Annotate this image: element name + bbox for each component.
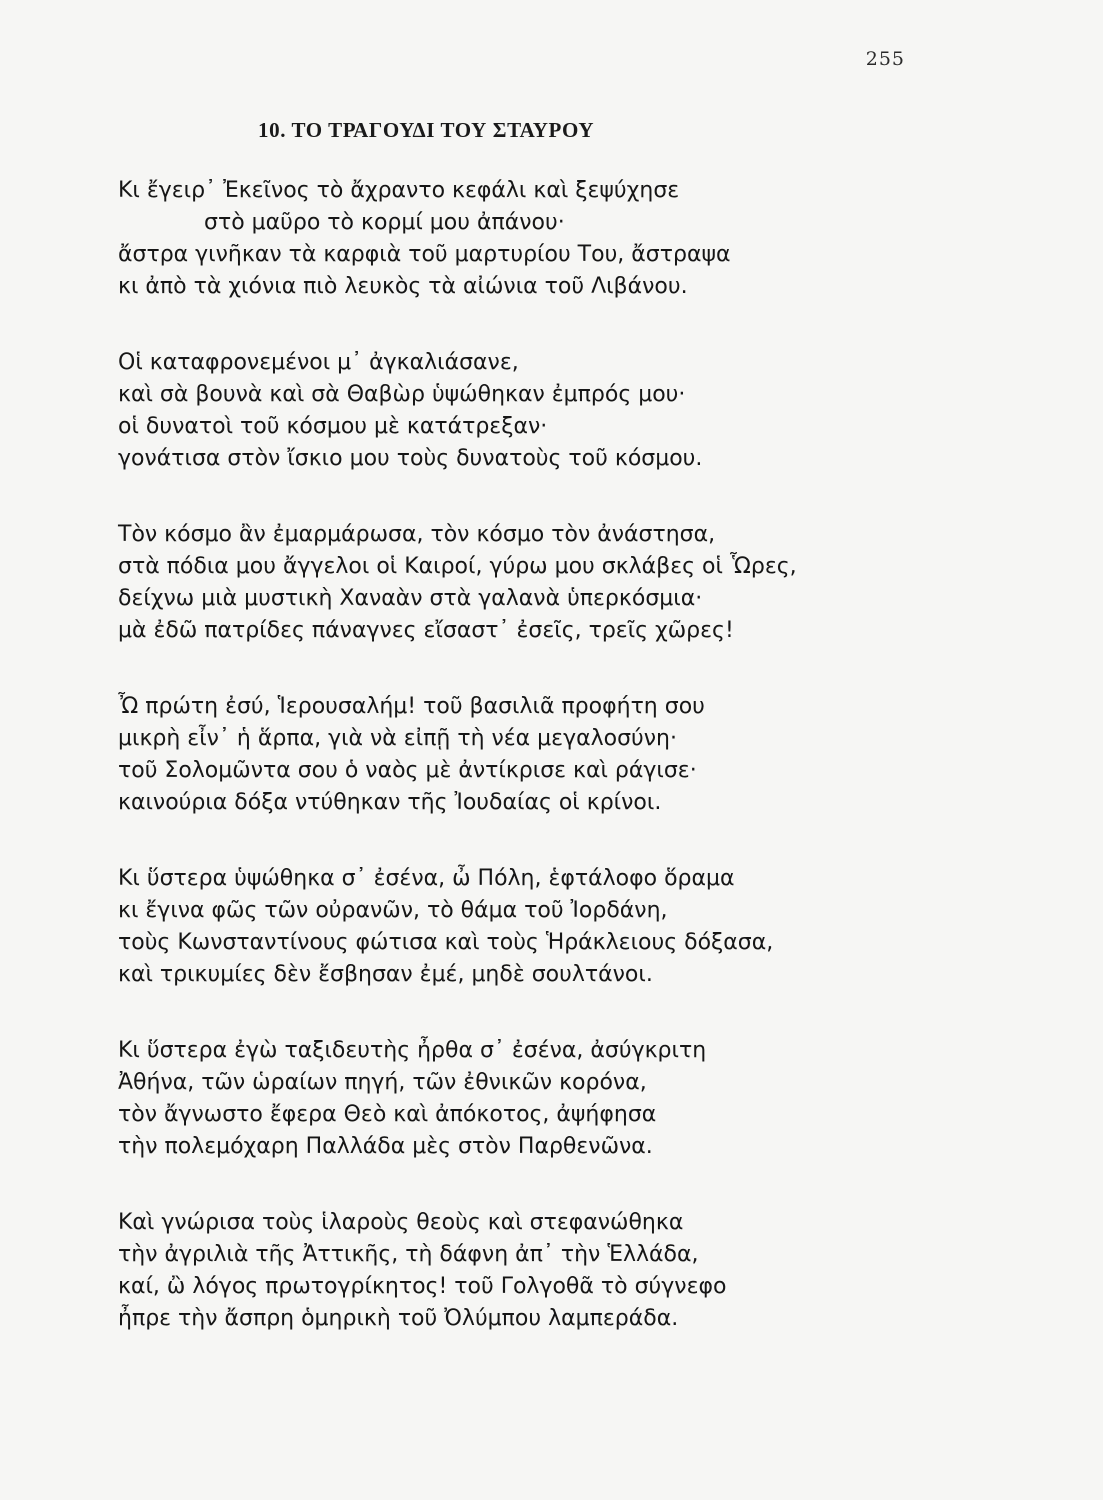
poem-line: τὴν ἀγριλιὰ τῆς Ἀττικῆς, τὴ δάφνη ἀπ᾽ τὴν Ἑλλάδα, [118,1242,699,1267]
poem-line: καινούρια δόξα ντύθηκαν τῆς Ἰουδαίας οἱ κρίνοι. [118,790,662,815]
poem-line: στὸ μαῦρο τὸ κορμί μου ἀπάνου· [204,210,565,235]
poem-line: καὶ τρικυμίες δὲν ἔσβησαν ἐμέ, μηδὲ σουλτάνοι. [118,962,653,987]
poem-line: Ὦ πρώτη ἐσύ, Ἱερουσαλήμ! τοῦ βασιλιᾶ προφήτη σου [118,694,705,719]
poem-line: Τὸν κόσμο ἂν ἐμαρμάρωσα, τὸν κόσμο τὸν ἀνάστησα, [118,522,716,547]
stanza-1 [118,175,938,303]
poem-line: τὸν ἄγνωστο ἔφερα Θεὸ καὶ ἀπόκοτος, ἀψήφησα [118,1102,657,1127]
poem-line: τοὺς Κωνσταντίνους φώτισα καὶ τοὺς Ἡράκλειους δόξασα, [118,930,774,955]
poem-line: Ἀθήνα, τῶν ὡραίων πηγή, τῶν ἐθνικῶν κορόνα, [118,1070,647,1095]
poem-line: μὰ ἐδῶ πατρίδες πάναγνες εἴσαστ᾽ ἐσεῖς, τρεῖς χῶρες! [118,618,734,643]
poem-line: Κι ἔγειρ᾽ Ἐκεῖνος τὸ ἄχραντο κεφάλι καὶ ξεψύχησε [118,178,680,203]
stanza-2 [118,347,938,475]
poem-line: στὰ πόδια μου ἄγγελοι οἱ Καιροί, γύρω μου σκλάβες οἱ Ὧρες, [118,554,797,579]
stanza-6 [118,1035,938,1163]
poem-line: Οἱ καταφρονεμένοι μ᾽ ἀγκαλιάσανε, [118,350,519,375]
poem-line: Καὶ γνώρισα τοὺς ἱλαροὺς θεοὺς καὶ στεφανώθηκα [118,1210,684,1235]
poem-body [118,175,938,1379]
poem-line: τοῦ Σολομῶντα σου ὁ ναὸς μὲ ἀντίκρισε καὶ ράγισε· [118,758,697,783]
poem-line: δείχνω μιὰ μυστικὴ Χαναὰν στὰ γαλανὰ ὑπερκόσμια· [118,586,703,611]
poem-line: γονάτισα στὸν ἴσκιο μου τοὺς δυνατοὺς τοῦ κόσμου. [118,446,703,471]
poem-line: κι ἀπὸ τὰ χιόνια πιὸ λευκὸς τὰ αἰώνια τοῦ Λιβάνου. [118,274,688,299]
poem-line: τὴν πολεμόχαρη Παλλάδα μὲς στὸν Παρθενῶνα. [118,1134,653,1159]
stanza-7 [118,1207,938,1335]
poem-title: 10. ΤΟ ΤΡΑΓΟΥΔΙ ΤΟΥ ΣΤΑΥΡΟΥ [258,118,595,142]
poem-line: Κι ὕστερα ὑψώθηκα σ᾽ ἐσένα, ὦ Πόλη, ἑφτάλοφο ὅραμα [118,866,735,891]
poem-line: καὶ σὰ βουνὰ καὶ σὰ Θαβὼρ ὑψώθηκαν ἐμπρός μου· [118,382,686,407]
poem-line: καί, ὢ λόγος πρωτογρίκητος! τοῦ Γολγοθᾶ τὸ σύγνεφο [118,1274,727,1299]
stanza-5 [118,863,938,991]
poem-line: μικρὴ εἶν᾽ ἡ ἅρπα, γιὰ νὰ εἰπῇ τὴ νέα μεγαλοσύνη· [118,726,677,751]
poem-line: κι ἔγινα φῶς τῶν οὐρανῶν, τὸ θάμα τοῦ Ἰορδάνη, [118,898,668,923]
stanza-3 [118,519,938,647]
poem-line: ἄστρα γινῆκαν τὰ καρφιὰ τοῦ μαρτυρίου Του, ἄστραψα [118,242,731,267]
poem-line: Κι ὕστερα ἐγὼ ταξιδευτὴς ἦρθα σ᾽ ἐσένα, ἀσύγκριτη [118,1038,707,1063]
poem-line: οἱ δυνατοὶ τοῦ κόσμου μὲ κατάτρεξαν· [118,414,548,439]
poem-line: ἦπρε τὴν ἄσπρη ὁμηρικὴ τοῦ Ὀλύμπου λαμπεράδα. [118,1306,679,1331]
stanza-4 [118,691,938,819]
page-number: 255 [865,48,905,70]
